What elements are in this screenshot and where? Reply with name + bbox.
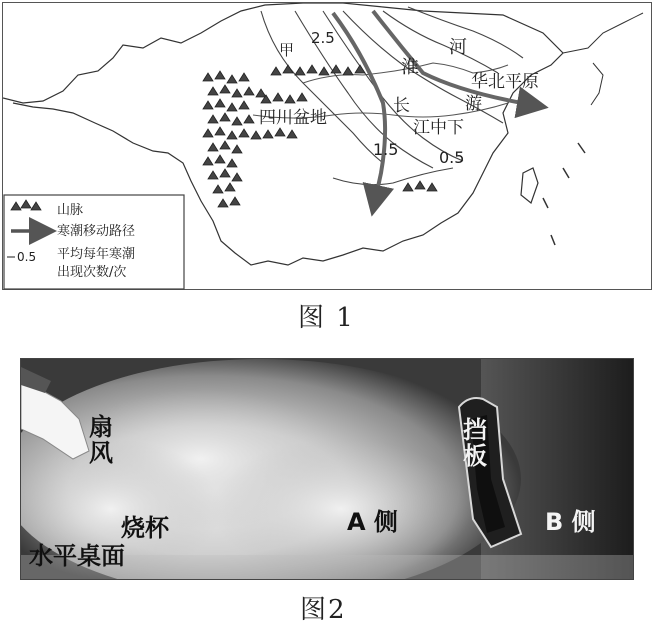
label-iso-15: 1.5: [373, 140, 399, 159]
label-fan: 扇风: [89, 413, 113, 467]
label-huai: 淮: [401, 57, 419, 78]
legend-path-label: 寒潮移动路径: [57, 224, 136, 239]
legend-isoline-line1: 平均每年寒潮: [57, 247, 136, 262]
coast-north: [563, 13, 643, 53]
legend-isoline-symbol: 0.5: [17, 250, 37, 264]
label-beaker: 烧杯: [121, 514, 169, 542]
legend-mountain-label: 山脉: [57, 203, 84, 218]
isoline-south: [333, 168, 453, 185]
taiwan: [521, 168, 538, 203]
figure2-caption: 图2: [300, 595, 347, 625]
island-e3: [551, 235, 555, 245]
label-he: 河: [449, 37, 467, 58]
label-chang: 长: [393, 96, 410, 116]
label-jiangzhong: 江中下: [413, 118, 464, 138]
island-e4: [543, 198, 548, 208]
label-b-side: B 侧: [545, 508, 596, 536]
label-jia: 甲: [279, 41, 295, 59]
label-a-side: A 侧: [347, 508, 398, 536]
figure1-caption: 图 1: [298, 303, 355, 333]
cold-wave-path-west: [333, 13, 385, 201]
label-huabei: 华北平原: [471, 72, 539, 92]
label-sichuan: 四川盆地: [259, 108, 327, 128]
map-figure: [2, 2, 652, 290]
legend-isoline-line2: 出现次数/次: [57, 265, 127, 280]
label-you: 游: [465, 94, 482, 114]
label-baffle: 挡板: [463, 416, 487, 470]
label-desk: 水平桌面: [29, 542, 125, 570]
experiment-photo: [20, 358, 634, 580]
label-iso-25: 2.5: [311, 29, 335, 47]
island-e2: [563, 168, 569, 178]
coast-korea: [591, 63, 603, 105]
mountain-symbols: [11, 65, 437, 210]
label-iso-05: 0.5: [439, 148, 465, 167]
island-e1: [578, 143, 585, 153]
